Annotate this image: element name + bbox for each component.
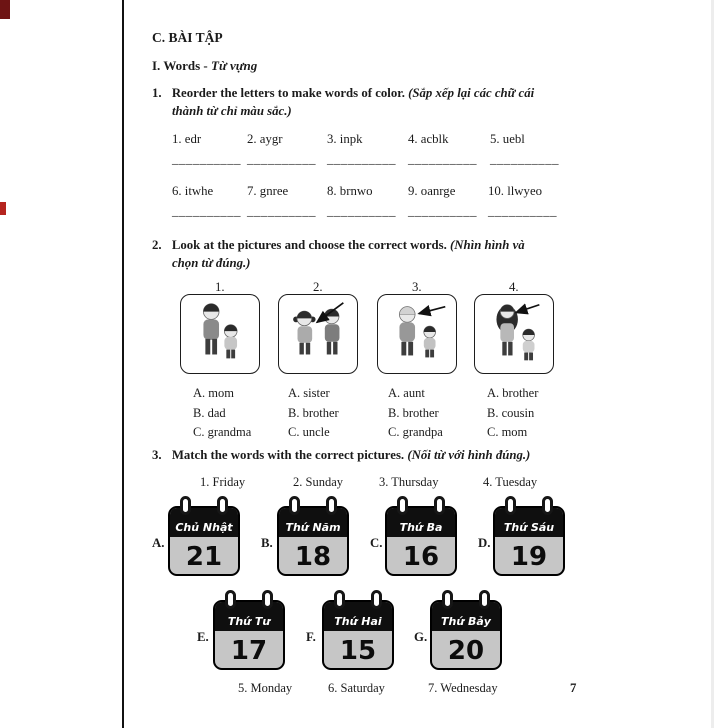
option: C. grandpa	[388, 425, 443, 439]
calendar-day-name: Thứ Sáu	[495, 508, 563, 537]
answer-blank: __________	[247, 204, 316, 218]
calendar-date: 18	[294, 541, 332, 572]
ex3-number: 3.	[152, 448, 162, 462]
calendar-B	[277, 496, 349, 576]
picture-box-1	[180, 294, 260, 374]
option: C. mom	[487, 425, 528, 439]
answer-blank: __________	[172, 204, 241, 218]
ex2-title-vi: (Nhìn hình và	[450, 238, 525, 252]
calendar-G	[430, 590, 502, 670]
scan-mark-left	[0, 202, 6, 215]
calendar-ring-icon	[542, 496, 553, 515]
scrambled-word: 9. oanrge	[408, 184, 456, 198]
answer-blank: __________	[327, 204, 396, 218]
ex1-number: 1.	[152, 86, 162, 100]
answer-blank: __________	[488, 204, 557, 218]
margin-rule	[122, 0, 124, 728]
calendar-date: 20	[447, 635, 485, 666]
calendar-ring-icon	[442, 590, 453, 609]
picture-box-3	[377, 294, 457, 374]
ex2-options-col-2	[288, 384, 339, 443]
day-word: 2. Sunday	[293, 475, 343, 489]
scrambled-word: 5. uebl	[490, 132, 525, 146]
ex1-heading	[152, 86, 534, 102]
calendar-date: 16	[402, 541, 440, 572]
ex2-number: 2.	[152, 238, 162, 252]
picture-number: 1.	[215, 280, 225, 294]
calendar-E	[213, 590, 285, 670]
scrambled-word: 2. aygr	[247, 132, 283, 146]
calendar-label: E.	[197, 630, 209, 644]
subsection-label-vi: Từ vựng	[211, 58, 258, 73]
ex3-title-en: Match the words with the correct pictures.	[171, 448, 405, 462]
calendar-day-name: Thứ Năm	[279, 508, 347, 537]
calendar-ring-icon	[262, 590, 273, 609]
calendar-D	[493, 496, 565, 576]
ex2-options-col-4	[487, 384, 538, 443]
page-edge-shade	[711, 0, 714, 728]
picture-box-2	[278, 294, 358, 374]
subsection-title	[152, 58, 257, 74]
ex3-heading	[152, 448, 530, 464]
calendar-card	[168, 506, 240, 576]
day-word: 7. Wednesday	[428, 681, 498, 695]
calendar-date: 19	[510, 541, 548, 572]
option: B. dad	[193, 405, 226, 420]
calendar-card	[277, 506, 349, 576]
calendar-ring-icon	[289, 496, 300, 515]
picture-1-illustration	[181, 295, 259, 373]
calendar-card	[430, 600, 502, 670]
ex2-options-col-3	[388, 384, 443, 443]
calendar-label: F.	[306, 630, 316, 644]
calendar-ring-icon	[434, 496, 445, 515]
answer-blank: __________	[408, 204, 477, 218]
subsection-label-en: I. Words -	[152, 58, 208, 73]
calendar-ring-icon	[479, 590, 490, 609]
calendar-ring-icon	[505, 496, 516, 515]
calendar-day-name: Thứ Tư	[215, 602, 283, 631]
day-word: 3. Thursday	[379, 475, 439, 489]
picture-2-illustration	[279, 295, 357, 373]
calendar-day-name: Thứ Ba	[387, 508, 455, 537]
calendar-day-name: Chủ Nhật	[170, 508, 238, 537]
calendar-label: B.	[261, 536, 273, 550]
scrambled-word: 7. gnree	[247, 184, 289, 198]
day-word: 6. Saturday	[328, 681, 385, 695]
page-number: 7	[570, 681, 577, 695]
calendar-ring-icon	[397, 496, 408, 515]
calendar-date: 17	[230, 635, 268, 666]
calendar-ring-icon	[334, 590, 345, 609]
picture-number: 2.	[313, 280, 323, 294]
calendar-card	[322, 600, 394, 670]
picture-box-4	[474, 294, 554, 374]
calendar-F	[322, 590, 394, 670]
ex3-title-vi: (Nối từ với hình đúng.)	[407, 448, 531, 462]
scrambled-word: 1. edr	[172, 132, 202, 146]
option: A. sister	[288, 386, 330, 400]
answer-blank: __________	[172, 152, 241, 166]
scrambled-word: 3. inpk	[327, 132, 363, 146]
scrambled-word: 6. itwhe	[172, 184, 214, 198]
option: C. uncle	[288, 425, 330, 439]
calendar-A	[168, 496, 240, 576]
option: B. brother	[288, 405, 339, 420]
calendar-C	[385, 496, 457, 576]
day-word: 1. Friday	[200, 475, 246, 489]
ex2-title-en: Look at the pictures and choose the correct words.	[171, 238, 447, 252]
calendar-date: 21	[185, 541, 223, 572]
option: A. mom	[193, 386, 234, 400]
scrambled-word: 10. llwyeo	[488, 184, 543, 198]
option: B. brother	[388, 405, 439, 420]
calendar-card	[385, 506, 457, 576]
option: A. brother	[487, 386, 539, 400]
calendar-ring-icon	[326, 496, 337, 515]
option: A. aunt	[388, 386, 425, 400]
ex1-title-vi: (Sắp xếp lại các chữ cái	[408, 86, 535, 100]
scrambled-word: 8. brnwo	[327, 184, 373, 198]
picture-number: 3.	[412, 280, 422, 294]
answer-blank: __________	[327, 152, 396, 166]
ex2-heading	[152, 238, 525, 254]
day-word: 4. Tuesday	[483, 475, 538, 489]
answer-blank: __________	[490, 152, 559, 166]
calendar-ring-icon	[217, 496, 228, 515]
calendar-ring-icon	[180, 496, 191, 515]
ex1-title-en: Reorder the letters to make words of color.	[171, 86, 405, 100]
calendar-label: G.	[414, 630, 428, 644]
picture-number: 4.	[509, 280, 519, 294]
picture-4-illustration	[475, 295, 553, 373]
calendar-day-name: Thứ Hai	[324, 602, 392, 631]
section-title: C. BÀI TẬP	[152, 30, 223, 45]
calendar-label: C.	[370, 536, 383, 550]
day-word: 5. Monday	[238, 681, 293, 695]
option: B. cousin	[487, 405, 535, 420]
picture-3-illustration	[378, 295, 456, 373]
option: C. grandma	[193, 425, 252, 439]
answer-blank: __________	[408, 152, 477, 166]
calendar-card	[213, 600, 285, 670]
calendar-ring-icon	[371, 590, 382, 609]
calendar-card	[493, 506, 565, 576]
ex2-options-col-1	[193, 384, 251, 443]
ex2-heading-line2: chọn từ đúng.)	[172, 256, 251, 270]
calendar-label: A.	[152, 536, 165, 550]
ex1-heading-line2: thành từ chỉ màu sắc.)	[172, 104, 292, 118]
calendar-date: 15	[339, 635, 377, 666]
calendar-ring-icon	[225, 590, 236, 609]
scan-mark-top-left	[0, 0, 10, 19]
answer-blank: __________	[247, 152, 316, 166]
calendar-day-name: Thứ Bảy	[432, 602, 500, 631]
scrambled-word: 4. acblk	[408, 132, 449, 146]
calendar-label: D.	[478, 536, 491, 550]
